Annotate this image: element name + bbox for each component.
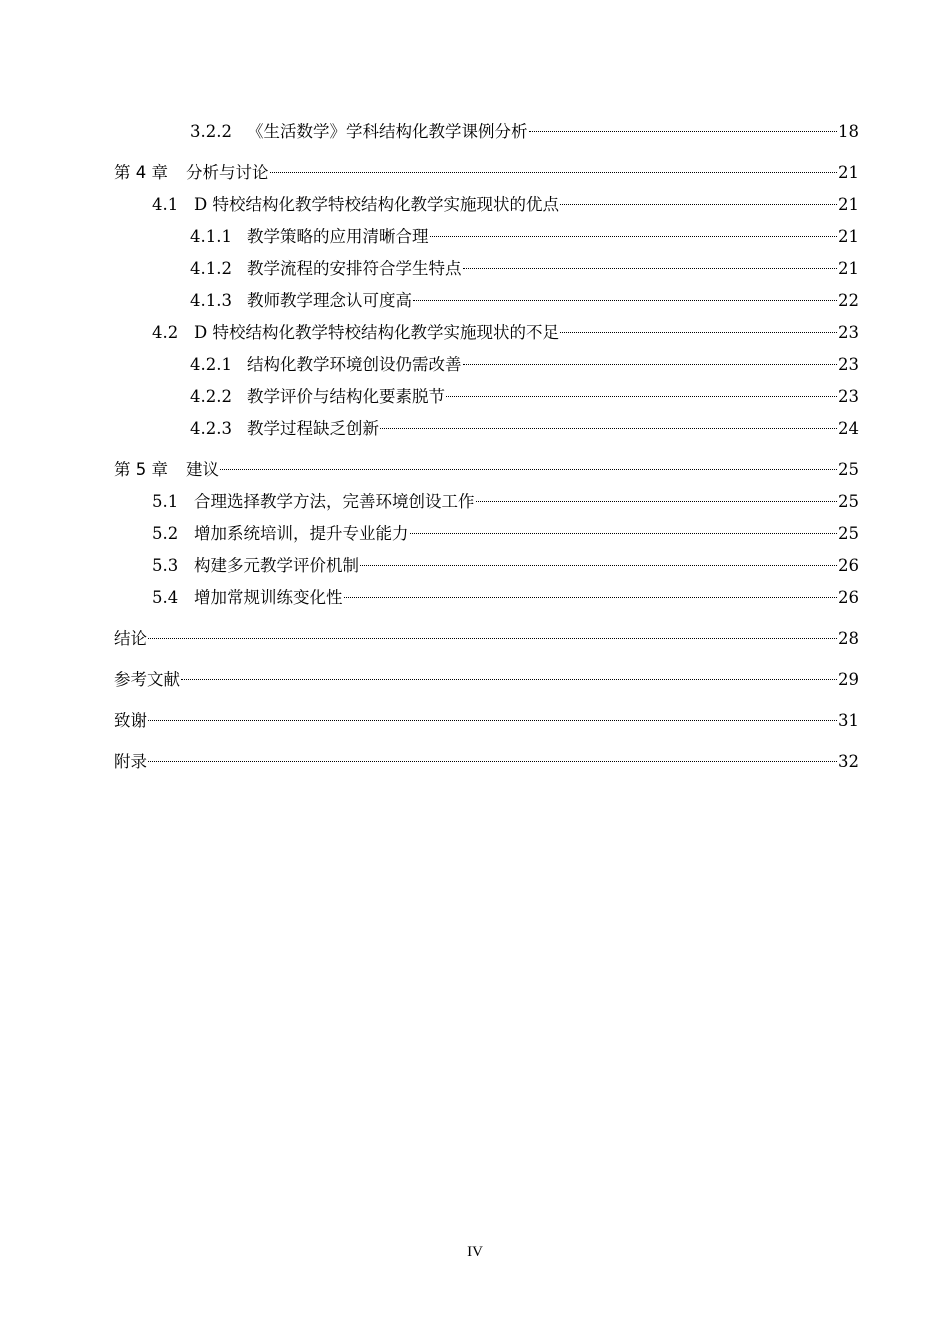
toc-entry-page-number: 21 — [838, 195, 859, 214]
toc-entry-title: 附录 — [114, 752, 147, 771]
toc-dot-leader — [148, 761, 837, 762]
toc-entry-number: 4.1.3 — [190, 291, 232, 310]
toc-dot-leader — [148, 720, 837, 721]
toc-entry[interactable] — [114, 746, 859, 778]
toc-entry-title: 教学过程缺乏创新 — [247, 419, 379, 438]
toc-entry-title: 致谢 — [114, 711, 147, 730]
toc-entry[interactable] — [114, 253, 859, 285]
toc-dot-leader — [360, 565, 837, 566]
toc-entry-page-number: 23 — [838, 387, 859, 406]
toc-entry-page-number: 25 — [838, 492, 859, 511]
toc-entry[interactable] — [114, 550, 859, 582]
toc-entry-page-number: 23 — [838, 355, 859, 374]
toc-entry-number: 4.1 — [152, 195, 179, 214]
toc-entry-title: 教学策略的应用清晰合理 — [247, 227, 429, 246]
toc-entry-page-number: 23 — [838, 323, 859, 342]
toc-entry-title: 结构化教学环境创设仍需改善 — [247, 355, 462, 374]
toc-entry-number: 3.2.2 — [190, 122, 232, 141]
toc-dot-leader — [463, 268, 838, 269]
toc-entry-title: 建议 — [186, 460, 219, 479]
toc-entry-number: 第 5 章 — [114, 460, 168, 479]
toc-entry[interactable] — [114, 454, 859, 486]
toc-entry[interactable] — [114, 349, 859, 381]
toc-entry[interactable] — [114, 582, 859, 614]
table-of-contents — [114, 116, 859, 778]
toc-dot-leader — [560, 332, 837, 333]
toc-dot-leader — [344, 597, 838, 598]
toc-entry-title: 教师教学理念认可度高 — [247, 291, 412, 310]
toc-entry-title: 结论 — [114, 629, 147, 648]
toc-entry-page-number: 28 — [838, 629, 859, 648]
toc-entry[interactable] — [114, 157, 859, 189]
toc-entry-number: 4.2.1 — [190, 355, 232, 374]
toc-dot-leader — [270, 172, 838, 173]
toc-entry-number: 5.3 — [152, 556, 179, 575]
toc-entry-title: 分析与讨论 — [186, 163, 269, 182]
toc-entry[interactable] — [114, 664, 859, 696]
toc-entry-page-number: 26 — [838, 588, 859, 607]
toc-entry-title: D 特校结构化教学特校结构化教学实施现状的优点 — [194, 195, 559, 214]
toc-entry[interactable] — [114, 221, 859, 253]
toc-entry-title: 教学流程的安排符合学生特点 — [247, 259, 462, 278]
toc-entry[interactable] — [114, 285, 859, 317]
toc-entry-title: 《生活数学》学科结构化教学课例分析 — [247, 122, 528, 141]
toc-entry-title: 增加常规训练变化性 — [194, 588, 343, 607]
toc-entry-page-number: 32 — [838, 752, 859, 771]
toc-dot-leader — [529, 131, 838, 132]
toc-entry-number: 4.2.3 — [190, 419, 232, 438]
toc-entry-title: 增加系统培训，提升专业能力 — [194, 524, 409, 543]
toc-dot-leader — [220, 469, 837, 470]
toc-entry[interactable] — [114, 189, 859, 221]
toc-entry[interactable] — [114, 705, 859, 737]
toc-entry-number: 第 4 章 — [114, 163, 168, 182]
toc-dot-leader — [380, 428, 837, 429]
toc-entry-page-number: 31 — [838, 711, 859, 730]
toc-dot-leader — [181, 679, 837, 680]
toc-entry[interactable] — [114, 518, 859, 550]
toc-dot-leader — [560, 204, 837, 205]
toc-entry-number: 4.1.2 — [190, 259, 232, 278]
toc-entry-page-number: 18 — [838, 122, 859, 141]
toc-dot-leader — [410, 533, 838, 534]
toc-entry-number: 5.2 — [152, 524, 179, 543]
toc-entry-title: D 特校结构化教学特校结构化教学实施现状的不足 — [194, 323, 559, 342]
toc-entry-page-number: 24 — [838, 419, 859, 438]
toc-entry[interactable] — [114, 486, 859, 518]
toc-entry-page-number: 21 — [838, 259, 859, 278]
toc-dot-leader — [430, 236, 838, 237]
toc-entry-title: 教学评价与结构化要素脱节 — [247, 387, 445, 406]
toc-entry-page-number: 22 — [838, 291, 859, 310]
toc-entry[interactable] — [114, 623, 859, 655]
toc-entry[interactable] — [114, 381, 859, 413]
toc-dot-leader — [463, 364, 838, 365]
toc-entry[interactable] — [114, 413, 859, 445]
toc-entry-title: 构建多元教学评价机制 — [194, 556, 359, 575]
toc-entry-page-number: 25 — [838, 460, 859, 479]
toc-entry[interactable] — [114, 116, 859, 148]
toc-entry-title: 合理选择教学方法，完善环境创设工作 — [194, 492, 475, 511]
toc-entry-title: 参考文献 — [114, 670, 180, 689]
toc-entry-number: 5.4 — [152, 588, 179, 607]
toc-dot-leader — [476, 501, 838, 502]
toc-entry-number: 4.2.2 — [190, 387, 232, 406]
toc-entry-number: 4.1.1 — [190, 227, 232, 246]
toc-dot-leader — [148, 638, 837, 639]
page-footer-number: IV — [467, 1244, 483, 1260]
toc-entry-number: 4.2 — [152, 323, 179, 342]
toc-entry-page-number: 21 — [838, 163, 859, 182]
toc-dot-leader — [413, 300, 837, 301]
toc-entry-page-number: 21 — [838, 227, 859, 246]
toc-entry[interactable] — [114, 317, 859, 349]
toc-entry-page-number: 26 — [838, 556, 859, 575]
toc-dot-leader — [446, 396, 837, 397]
toc-entry-page-number: 25 — [838, 524, 859, 543]
toc-entry-number: 5.1 — [152, 492, 179, 511]
toc-entry-page-number: 29 — [838, 670, 859, 689]
